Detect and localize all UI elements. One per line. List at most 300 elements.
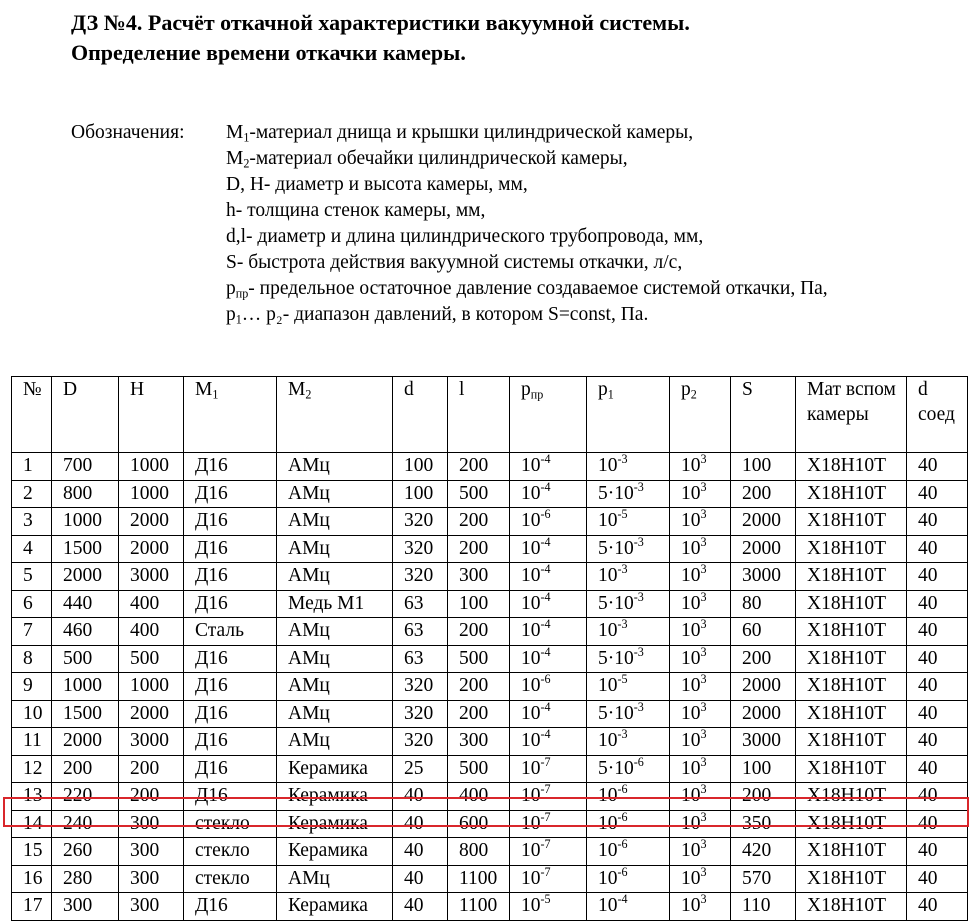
cell-text: 800 — [459, 840, 489, 861]
cell-text: 2000 — [130, 702, 169, 724]
table-cell — [448, 783, 510, 811]
table-cell — [796, 783, 907, 811]
cell-text: 2000 — [742, 510, 781, 531]
table-cell — [119, 865, 184, 893]
cell-text: 2 — [23, 482, 33, 504]
table-cell — [731, 783, 796, 811]
cell-text: Х18Н10Т — [807, 482, 887, 504]
table-cell — [393, 453, 448, 481]
power-exponent: -3 — [633, 700, 644, 714]
legend-heading: Обозначения: — [71, 122, 185, 143]
table-cell — [52, 480, 119, 508]
column-header-text: S — [742, 379, 753, 400]
cell-text: Д16 — [195, 785, 228, 806]
cell-text: 40 — [404, 785, 424, 806]
cell-text: 420 — [742, 840, 772, 861]
table-cell — [52, 783, 119, 811]
cell-text: Х18Н10Т — [807, 867, 887, 889]
cell-text: 60 — [742, 620, 762, 641]
table-cell — [119, 755, 184, 783]
cell-text: 40 — [918, 455, 938, 476]
power-exponent: 3 — [700, 590, 707, 604]
table-cell — [907, 700, 968, 728]
power-base: 10 — [598, 840, 618, 861]
table-cell — [731, 728, 796, 756]
power-exponent: -4 — [540, 562, 551, 577]
table-cell — [587, 838, 670, 866]
cell-text: 320 — [404, 675, 434, 696]
cell-text: АМц — [288, 702, 330, 724]
table-cell — [796, 810, 907, 838]
cell-text: стекло — [195, 867, 250, 889]
cell-text: АМц — [288, 565, 330, 586]
table-cell — [448, 673, 510, 701]
table-cell — [731, 755, 796, 783]
table-cell — [731, 645, 796, 673]
cell-text: стекло — [195, 840, 250, 861]
cell-text: 4 — [23, 537, 33, 559]
power-exponent: -3 — [633, 535, 644, 549]
table-cell — [277, 535, 393, 563]
table-cell — [277, 453, 393, 481]
table-cell — [670, 673, 731, 701]
table-cell — [119, 893, 184, 921]
table-cell — [670, 535, 731, 563]
table-cell — [587, 480, 670, 508]
cell-text: 100 — [404, 482, 434, 504]
cell-text: 300 — [130, 867, 160, 889]
document-title — [71, 8, 690, 68]
table-cell — [277, 508, 393, 536]
legend-text: -материал днища и крышки цилиндрической камеры, — [249, 122, 694, 143]
table-cell — [510, 700, 587, 728]
legend-line — [226, 120, 828, 146]
cell-text: 40 — [918, 730, 938, 751]
table-cell — [670, 618, 731, 646]
table-cell — [670, 645, 731, 673]
power-base: 10 — [598, 455, 618, 476]
power-exponent: -4 — [540, 700, 551, 714]
table-cell — [184, 783, 277, 811]
cell-text: 500 — [63, 647, 93, 669]
table-cell — [393, 645, 448, 673]
power-base: 10 — [521, 510, 541, 531]
legend-line — [226, 250, 828, 276]
power-base: 10 — [598, 730, 618, 751]
table-cell — [907, 508, 968, 536]
cell-text: 1500 — [63, 537, 102, 559]
table-cell — [52, 728, 119, 756]
cell-text: 1000 — [63, 675, 102, 696]
power-exponent: -7 — [540, 755, 551, 769]
table-cell — [393, 535, 448, 563]
table-cell — [510, 728, 587, 756]
table-cell — [907, 838, 968, 866]
legend-text: - диаметр и длина цилиндрического трубопровода, мм, — [246, 226, 704, 247]
cell-text: 500 — [459, 482, 489, 504]
table-row — [12, 618, 968, 646]
table-cell — [12, 535, 52, 563]
table-cell — [731, 453, 796, 481]
cell-text: 12 — [23, 757, 43, 779]
table-cell — [796, 618, 907, 646]
cell-text: 200 — [459, 702, 489, 724]
cell-text: Медь М1 — [288, 592, 365, 614]
cell-text: 300 — [459, 565, 489, 586]
column-header-text: p — [598, 379, 608, 400]
table-cell — [12, 783, 52, 811]
cell-text: Д16 — [195, 482, 228, 504]
table-cell — [393, 728, 448, 756]
table-cell — [52, 700, 119, 728]
power-base: 10 — [681, 812, 701, 834]
table-cell — [119, 728, 184, 756]
power-exponent: -6 — [633, 755, 644, 769]
table-cell — [448, 618, 510, 646]
table-cell — [52, 535, 119, 563]
table-cell — [796, 838, 907, 866]
power-base: 10 — [681, 620, 701, 641]
table-cell — [184, 618, 277, 646]
cell-text: 200 — [130, 757, 160, 779]
table-row — [12, 453, 968, 481]
column-header-text: M — [288, 379, 306, 400]
table-cell — [670, 508, 731, 536]
column-header — [184, 377, 277, 453]
table-cell — [510, 618, 587, 646]
legend-text: -материал обечайки цилиндрической камеры, — [249, 148, 628, 169]
cell-text: Д16 — [195, 647, 228, 669]
table-cell — [448, 893, 510, 921]
cell-text: 500 — [130, 647, 160, 669]
table-cell — [448, 535, 510, 563]
table-cell — [670, 700, 731, 728]
table-cell — [670, 590, 731, 618]
cell-text: Д16 — [195, 592, 228, 614]
power-exponent: -4 — [540, 645, 551, 659]
cell-text: Д16 — [195, 537, 228, 559]
table-cell — [796, 563, 907, 591]
legend-symbol: S — [226, 252, 237, 273]
table-cell — [12, 563, 52, 591]
column-header-text: Мат вспом камеры — [807, 379, 896, 425]
column-header — [448, 377, 510, 453]
power-base: 10 — [614, 592, 634, 614]
cell-text: 80 — [742, 592, 762, 614]
table-cell — [796, 535, 907, 563]
table-cell — [119, 810, 184, 838]
table-cell — [796, 728, 907, 756]
cell-text: 40 — [918, 840, 938, 861]
table-cell — [119, 618, 184, 646]
cell-text: Х18Н10Т — [807, 812, 887, 834]
table-cell — [277, 783, 393, 811]
cell-text: Х18Н10Т — [807, 730, 887, 751]
power-exponent: 3 — [700, 700, 707, 714]
table-cell — [277, 673, 393, 701]
cell-text: Керамика — [288, 895, 368, 916]
table-cell — [731, 590, 796, 618]
cell-text: 63 — [404, 620, 424, 641]
legend-symbol-sub: 2 — [243, 156, 250, 171]
cell-text: Д16 — [195, 730, 228, 751]
table-cell — [587, 618, 670, 646]
table-cell — [119, 508, 184, 536]
cell-text: 13 — [23, 785, 43, 806]
table-cell — [393, 755, 448, 783]
table-cell — [393, 508, 448, 536]
table-cell — [587, 563, 670, 591]
table-cell — [448, 563, 510, 591]
legend-line — [226, 224, 828, 250]
power-exponent: -5 — [617, 507, 628, 522]
power-base: 10 — [521, 730, 541, 751]
table-cell — [12, 480, 52, 508]
table-cell — [510, 755, 587, 783]
cell-text: 440 — [63, 592, 93, 614]
power-base: 10 — [521, 620, 541, 641]
table-cell — [184, 590, 277, 618]
cell-text: 40 — [918, 895, 938, 916]
cell-text: стекло — [195, 812, 250, 834]
table-cell — [448, 810, 510, 838]
cell-text: Х18Н10Т — [807, 840, 887, 861]
cell-text: Х18Н10Т — [807, 895, 887, 916]
cell-text: 570 — [742, 867, 772, 889]
table-cell — [587, 508, 670, 536]
cell-text: Х18Н10Т — [807, 785, 887, 806]
power-exponent: -6 — [540, 507, 551, 522]
power-exponent: 3 — [700, 617, 707, 632]
table-cell — [52, 590, 119, 618]
cell-text: 40 — [918, 592, 938, 614]
table-cell — [52, 838, 119, 866]
mantissa: 5· — [598, 592, 615, 614]
cell-text: 200 — [742, 482, 772, 504]
power-base: 10 — [521, 647, 541, 669]
power-exponent: -7 — [540, 782, 551, 797]
cell-text: 40 — [918, 702, 938, 724]
table-cell — [12, 673, 52, 701]
table-cell — [277, 700, 393, 728]
table-cell — [796, 480, 907, 508]
table-cell — [731, 673, 796, 701]
cell-text: Д16 — [195, 895, 228, 916]
power-base: 10 — [521, 455, 541, 476]
table-cell — [393, 893, 448, 921]
table-cell — [393, 865, 448, 893]
table-row — [12, 810, 968, 838]
table-cell — [52, 893, 119, 921]
table-cell — [277, 645, 393, 673]
cell-text: 300 — [63, 895, 93, 916]
power-exponent: 3 — [700, 535, 707, 549]
table-cell — [52, 645, 119, 673]
table-cell — [731, 838, 796, 866]
cell-text: 200 — [459, 455, 489, 476]
table-cell — [184, 700, 277, 728]
table-cell — [119, 645, 184, 673]
table-cell — [52, 865, 119, 893]
table-row — [12, 728, 968, 756]
table-cell — [52, 563, 119, 591]
cell-text: 63 — [404, 647, 424, 669]
cell-text: АМц — [288, 510, 330, 531]
cell-text: 40 — [404, 895, 424, 916]
cell-text: 400 — [130, 592, 160, 614]
cell-text: Х18Н10Т — [807, 675, 887, 696]
power-base: 10 — [614, 757, 634, 779]
table-cell — [393, 563, 448, 591]
table-cell — [907, 673, 968, 701]
power-base: 10 — [681, 537, 701, 559]
table-cell — [12, 508, 52, 536]
table-cell — [587, 893, 670, 921]
power-base: 10 — [521, 895, 541, 916]
cell-text: 2000 — [63, 565, 102, 586]
table-cell — [796, 673, 907, 701]
power-exponent: -5 — [617, 672, 628, 687]
table-cell — [277, 480, 393, 508]
cell-text: 200 — [742, 785, 772, 806]
table-cell — [184, 480, 277, 508]
table-cell — [184, 838, 277, 866]
cell-text: 1000 — [130, 455, 169, 476]
power-base: 10 — [681, 592, 701, 614]
table-cell — [12, 755, 52, 783]
cell-text: 40 — [918, 647, 938, 669]
table-cell — [393, 783, 448, 811]
cell-text: Х18Н10Т — [807, 757, 887, 779]
table-cell — [12, 865, 52, 893]
column-header-text: d — [404, 379, 414, 400]
cell-text: Х18Н10Т — [807, 620, 887, 641]
cell-text: 200 — [130, 785, 160, 806]
power-exponent: -4 — [540, 480, 551, 494]
power-base: 10 — [681, 702, 701, 724]
cell-text: 11 — [23, 730, 42, 751]
power-exponent: -4 — [540, 727, 551, 742]
power-base: 10 — [614, 702, 634, 724]
mantissa: 5· — [598, 647, 615, 669]
table-cell — [587, 673, 670, 701]
title-line-1: ДЗ №4. Расчёт откачной характеристики вакуумной системы. — [71, 10, 690, 35]
cell-text: 40 — [918, 812, 938, 834]
power-base: 10 — [614, 647, 634, 669]
table-cell — [907, 535, 968, 563]
table-cell — [12, 453, 52, 481]
table-cell — [393, 618, 448, 646]
table-cell — [670, 865, 731, 893]
table-cell — [731, 618, 796, 646]
table-cell — [510, 453, 587, 481]
cell-text: Х18Н10Т — [807, 565, 887, 586]
cell-text: 40 — [918, 482, 938, 504]
table-cell — [510, 673, 587, 701]
cell-text: 260 — [63, 840, 93, 861]
cell-text: 220 — [63, 785, 93, 806]
table-cell — [796, 700, 907, 728]
table-cell — [119, 563, 184, 591]
power-exponent: -3 — [617, 727, 628, 742]
cell-text: 200 — [63, 757, 93, 779]
cell-text: 400 — [130, 620, 160, 641]
column-header — [907, 377, 968, 453]
power-base: 10 — [521, 565, 541, 586]
power-base: 10 — [681, 647, 701, 669]
power-base: 10 — [521, 702, 541, 724]
power-base: 10 — [681, 895, 701, 916]
table-cell — [796, 893, 907, 921]
column-header — [587, 377, 670, 453]
legend-symbol: M — [226, 122, 244, 143]
cell-text: 600 — [459, 812, 489, 834]
table-cell — [731, 700, 796, 728]
table-cell — [184, 508, 277, 536]
power-exponent: 3 — [700, 562, 707, 577]
power-base: 10 — [521, 840, 541, 861]
table-cell — [277, 618, 393, 646]
table-cell — [277, 590, 393, 618]
table-cell — [448, 590, 510, 618]
column-header-text: M — [195, 379, 213, 400]
cell-text: 1000 — [130, 675, 169, 696]
table-cell — [277, 838, 393, 866]
table-cell — [448, 728, 510, 756]
table-cell — [510, 480, 587, 508]
power-exponent: 3 — [700, 452, 707, 467]
cell-text: 500 — [459, 757, 489, 779]
table-cell — [184, 755, 277, 783]
cell-text: 100 — [459, 592, 489, 614]
power-base: 10 — [598, 867, 618, 889]
table-cell — [393, 810, 448, 838]
column-header-sub: пр — [530, 387, 544, 402]
table-row — [12, 535, 968, 563]
cell-text: Х18Н10Т — [807, 510, 887, 531]
column-header-text: D — [63, 379, 78, 400]
cell-text: Х18Н10Т — [807, 537, 887, 559]
power-exponent: -3 — [633, 645, 644, 659]
table-cell — [277, 865, 393, 893]
table-cell — [448, 453, 510, 481]
power-base: 10 — [598, 785, 618, 806]
legend-symbol: D, H — [226, 174, 264, 195]
mantissa: 5· — [598, 537, 615, 559]
table-cell — [510, 508, 587, 536]
cell-text: АМц — [288, 675, 330, 696]
column-header-text: № — [23, 379, 42, 400]
table-row — [12, 838, 968, 866]
power-base: 10 — [521, 482, 541, 504]
power-exponent: -7 — [540, 865, 551, 879]
power-exponent: -4 — [540, 452, 551, 467]
column-header — [670, 377, 731, 453]
table-row — [12, 700, 968, 728]
table-cell — [448, 838, 510, 866]
table-cell — [12, 810, 52, 838]
table-cell — [670, 755, 731, 783]
table-row — [12, 480, 968, 508]
table-row — [12, 783, 968, 811]
table-cell — [184, 563, 277, 591]
cell-text: 100 — [742, 455, 772, 476]
table-cell — [670, 453, 731, 481]
table-cell — [184, 893, 277, 921]
cell-text: 800 — [63, 482, 93, 504]
power-base: 10 — [681, 785, 701, 806]
table-cell — [119, 590, 184, 618]
